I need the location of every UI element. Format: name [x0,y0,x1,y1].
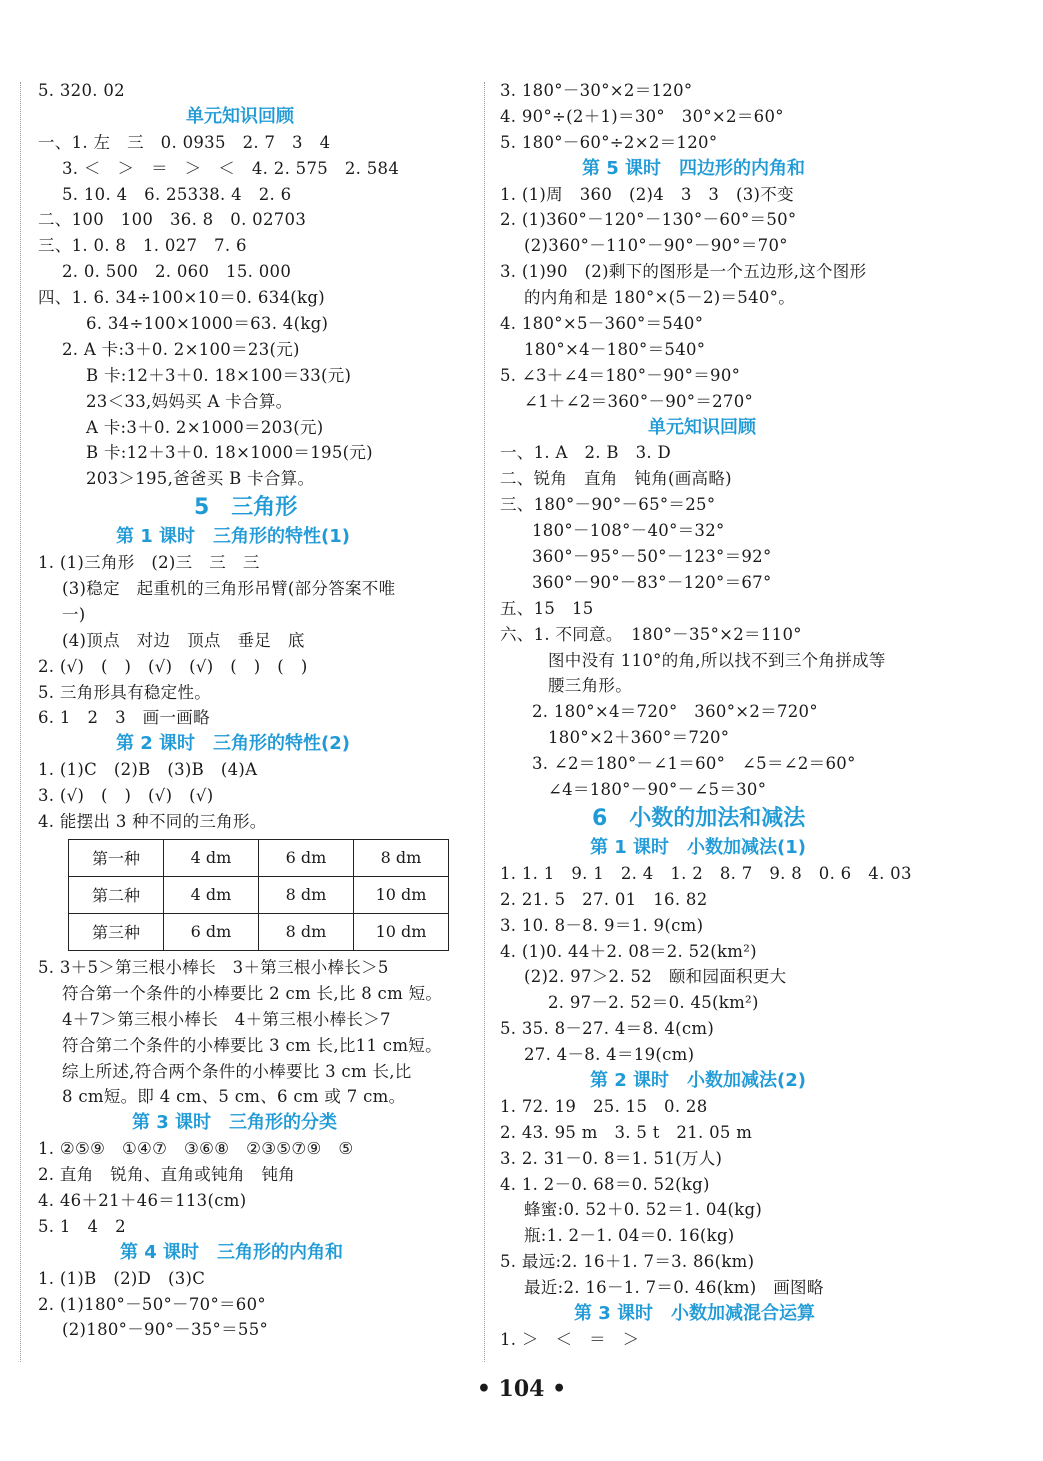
answer-line: 1. (1)C (2)B (3)B (4)A [38,760,258,780]
answer-line: (4)顶点 对边 顶点 垂足 底 [62,630,305,650]
answer-line: 5. ∠3＋∠4＝180°－90°＝90° [500,365,741,385]
answer-line: 腰三角形。 [548,676,632,696]
answer-line: 综上所述,符合两个条件的小棒要比 3 cm 长,比 [62,1061,412,1081]
answer-line: 3. 180°－30°×2＝120° [500,81,693,100]
answer-line: 3. 2. 31－0. 8＝1. 51(万人) [500,1148,723,1168]
table-row [69,913,449,950]
answer-line: 5. 180°－60°÷2×2＝120° [500,132,718,152]
answer-line: 图中没有 110°的角,所以找不到三个角拼成等 [548,650,886,670]
answer-line: (2)180°－90°－35°＝55° [62,1320,269,1340]
section-heading: 单元知识回顾 [648,416,756,438]
answer-line: ∠1＋∠2＝360°－90°＝270° [524,391,754,411]
answer-line: 三、1. 0. 8 1. 027 7. 6 [38,236,247,256]
answer-line: B 卡:12＋3＋0. 18×1000＝195(元) [86,443,373,463]
answer-line: 二、100 100 36. 8 0. 02703 [38,210,307,230]
answer-line: 3. (√) ( ) (√) (√) [38,786,214,806]
answer-line: 瓶:1. 2－1. 04＝0. 16(kg) [524,1226,735,1246]
answer-line: 4. 90°÷(2＋1)＝30° 30°×2＝60° [500,106,784,126]
chapter-title: 6 小数的加法和减法 [592,805,806,831]
answer-line: 的内角和是 180°×(5－2)＝540°。 [524,288,796,308]
answer-line: 蜂蜜:0. 52＋0. 52＝1. 04(kg) [524,1200,763,1220]
table-cell: 第三种 [69,913,164,950]
table-row [69,839,449,876]
answer-line: 1. 72. 19 25. 15 0. 28 [500,1096,708,1116]
table-cell: 第一种 [69,839,164,876]
table-cell: 6 dm [164,913,259,950]
section-heading: 第 2 课时 小数加减法(2) [590,1069,807,1091]
answer-line: 2. 97－2. 52＝0. 45(km²) [548,993,759,1013]
answer-line: 四、1. 6. 34÷100×10＝0. 634(kg) [38,288,325,308]
answer-line: 5. 320. 02 [38,81,125,100]
answer-line: 二、锐角 直角 钝角(画高略) [500,469,732,489]
answer-line: 1. ＞ ＜ ＝ ＞ [500,1329,640,1349]
table-cell: 第二种 [69,876,164,913]
answer-line: 2. A 卡:3＋0. 2×100＝23(元) [62,339,300,359]
table-cell: 4 dm [164,839,259,876]
answer-line: 2. 直角 锐角、直角或钝角 钝角 [38,1165,296,1185]
section-heading: 第 5 课时 四边形的内角和 [582,157,806,179]
section-heading: 第 3 课时 三角形的分类 [132,1112,338,1134]
answer-line: 5. 10. 4 6. 25338. 4 2. 6 [62,184,292,204]
answer-line: 3. ∠2＝180°－∠1＝60° ∠5＝∠2＝60° [532,754,856,774]
answer-line: 符合第二个条件的小棒要比 3 cm 长,比11 cm短。 [62,1035,442,1055]
table-row [69,876,449,913]
triangle-sides-table [68,839,449,951]
answer-line: (2)360°－110°－90°－90°＝70° [524,236,788,256]
section-heading: 第 3 课时 小数加减混合运算 [574,1302,816,1324]
answer-line: 2. (√) ( ) (√) (√) ( ) ( ) [38,656,308,676]
section-heading: 单元知识回顾 [186,105,294,127]
table-cell: 10 dm [354,876,449,913]
page-number: • 104 • [476,1376,567,1402]
answer-line: 4＋7＞第三根小棒长 4＋第三根小棒长＞7 [62,1009,391,1029]
answer-line: A 卡:3＋0. 2×1000＝203(元) [86,417,324,437]
answer-line: 2. (1)180°－50°－70°＝60° [38,1294,266,1314]
answer-line: 一) [62,604,86,624]
answer-line: 2. 43. 95 m 3. 5 t 21. 05 m [500,1122,753,1142]
answer-line: 2. 21. 5 27. 01 16. 82 [500,889,708,909]
table-cell: 4 dm [164,876,259,913]
answer-line: 3. 10. 8－8. 9＝1. 9(cm) [500,915,704,935]
answer-line: 3. ＜ ＞ ＝ ＞ ＜ 4. 2. 575 2. 584 [62,158,400,178]
answer-line: 180°×4－180°＝540° [524,339,706,359]
left-margin-rule [20,82,21,1362]
answer-line: 6. 34÷100×1000＝63. 4(kg) [86,314,329,334]
answer-line: 三、180°－90°－65°＝25° [500,495,716,515]
left-column [38,78,470,1343]
table-cell: 10 dm [354,913,449,950]
section-heading: 第 1 课时 小数加减法(1) [590,836,807,858]
answer-line: 符合第一个条件的小棒要比 2 cm 长,比 8 cm 短。 [62,983,443,1003]
column-divider [484,82,485,1362]
answer-line: 4. 180°×5－360°＝540° [500,314,704,334]
answer-line: 1. (1)周 360 (2)4 3 3 (3)不变 [500,184,794,204]
answer-line: ∠4＝180°－90°－∠5＝30° [548,780,767,800]
table-cell: 6 dm [259,839,354,876]
answer-line: 3. (1)90 (2)剩下的图形是一个五边形,这个图形 [500,262,867,282]
answer-line: (3)稳定 起重机的三角形吊臂(部分答案不唯 [62,579,396,599]
section-heading: 第 2 课时 三角形的特性(2) [116,733,351,755]
answer-line: 6. 1 2 3 画一画略 [38,708,210,728]
answer-line: 5. 三角形具有稳定性。 [38,682,212,702]
answer-line: 六、1. 不同意。 180°－35°×2＝110° [500,624,802,644]
answer-line: 一、1. A 2. B 3. D [500,443,672,463]
answer-line: 2. 180°×4＝720° 360°×2＝720° [532,702,818,722]
answer-line: 5. 1 4 2 [38,1216,126,1236]
answer-line: B 卡:12＋3＋0. 18×100＝33(元) [86,365,352,385]
answer-line: 4. 46＋21＋46＝113(cm) [38,1190,247,1210]
right-column [500,78,940,1353]
answer-line: 2. (1)360°－120°－130°－60°＝50° [500,210,797,230]
answer-line: 360°－95°－50°－123°＝92° [532,547,772,567]
section-heading: 第 1 课时 三角形的特性(1) [116,526,351,548]
answer-line: 1. (1)B (2)D (3)C [38,1268,206,1288]
answer-line: 5. 最远:2. 16＋1. 7＝3. 86(km) [500,1252,755,1272]
answer-line: 360°－90°－83°－120°＝67° [532,572,772,592]
answer-line: 4. (1)0. 44＋2. 08＝2. 52(km²) [500,941,757,961]
answer-line: 最近:2. 16－1. 7＝0. 46(km) 画图略 [524,1278,824,1298]
answer-line: 5. 3＋5＞第三根小棒长 3＋第三根小棒长＞5 [38,957,389,977]
table-cell: 8 dm [354,839,449,876]
answer-line: 2. 0. 500 2. 060 15. 000 [62,262,292,282]
answer-line: 4. 能摆出 3 种不同的三角形。 [38,812,267,832]
answer-line: 8 cm短。即 4 cm、5 cm、6 cm 或 7 cm。 [62,1087,406,1107]
chapter-title: 5 三角形 [194,495,298,521]
answer-line: 1. 1. 1 9. 1 2. 4 1. 2 8. 7 9. 8 0. 6 4. 03 [500,863,912,883]
answer-line: 27. 4－8. 4＝19(cm) [524,1045,695,1065]
answer-line: 4. 1. 2－0. 68＝0. 52(kg) [500,1174,710,1194]
table-cell: 8 dm [259,876,354,913]
section-heading: 第 4 课时 三角形的内角和 [120,1241,344,1263]
answer-line: 203＞195,爸爸买 B 卡合算。 [86,469,315,489]
answer-line: 一、1. 左 三 0. 0935 2. 7 3 4 [38,132,331,152]
answer-line: 1. ②⑤⑨ ①④⑦ ③⑥⑧ ②③⑤⑦⑨ ⑤ [38,1139,354,1159]
answer-line: 1. (1)三角形 (2)三 三 三 [38,553,260,573]
table-cell: 8 dm [259,913,354,950]
answer-line: 180°×2＋360°＝720° [548,728,730,748]
answer-line: 五、15 15 [500,598,594,618]
answer-line: 23＜33,妈妈买 A 卡合算。 [86,391,293,411]
answer-line: 5. 35. 8－27. 4＝8. 4(cm) [500,1019,715,1039]
answer-line: 180°－108°－40°＝32° [532,521,725,541]
answer-line: (2)2. 97＞2. 52 颐和园面积更大 [524,967,787,987]
